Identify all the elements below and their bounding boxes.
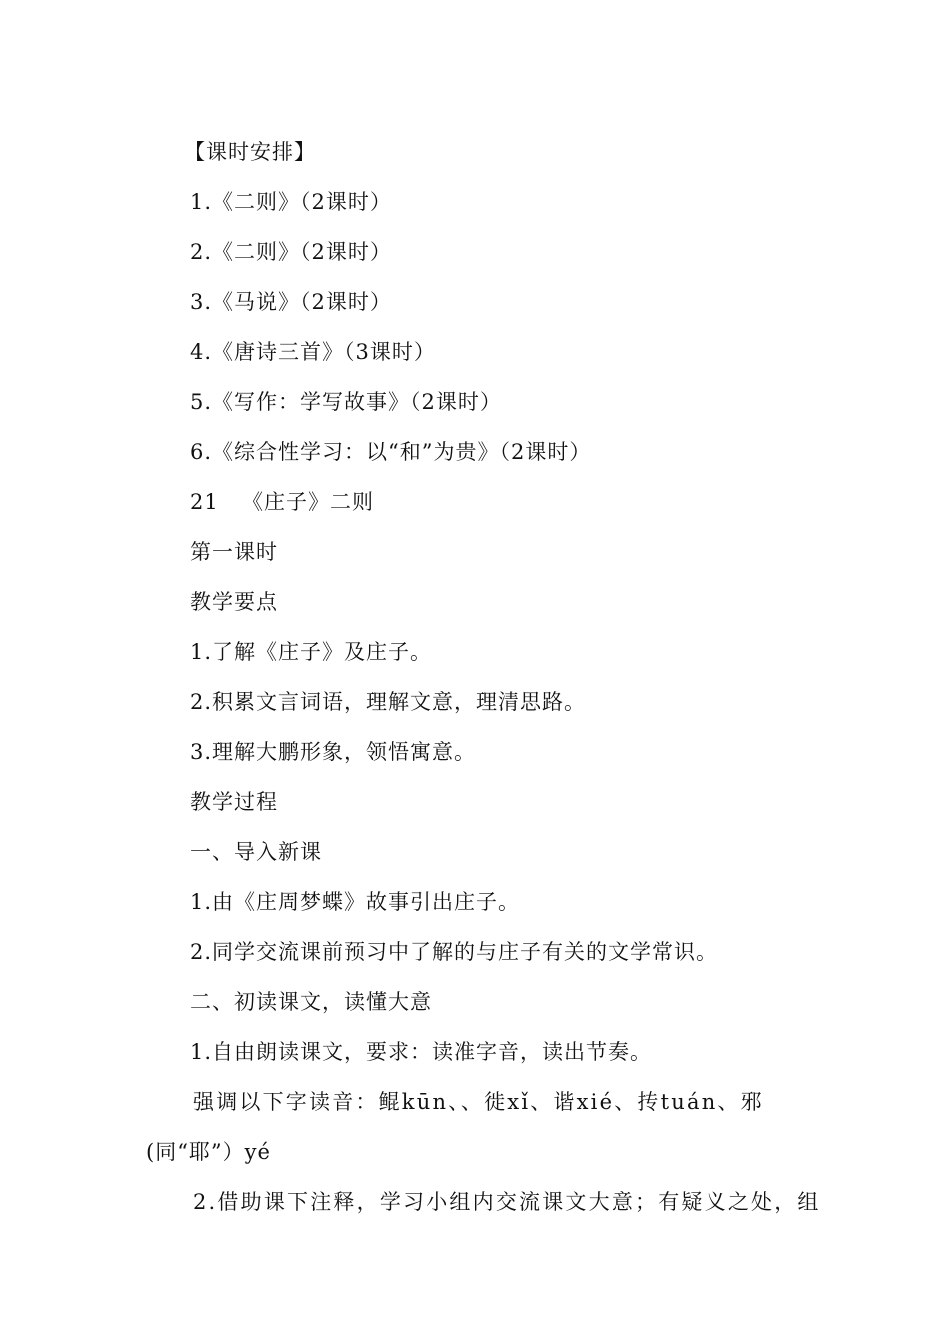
schedule-item-2: 2.《二则》（2课时）	[190, 240, 392, 264]
section1-item-2: 2.同学交流课前预习中了解的与庄子有关的文学常识。	[190, 940, 719, 964]
schedule-item-1: 1.《二则》（2课时）	[190, 190, 392, 214]
section2-item-2: 2.借助课下注释，学习小组内交流课文大意；有疑义之处，组	[193, 1190, 821, 1214]
pronunciation-line-2: (同“耶”）yé	[146, 1140, 271, 1164]
schedule-item-6: 6.《综合性学习：以“和”为贵》（2课时）	[190, 440, 592, 464]
schedule-item-5: 5.《写作：学写故事》（2课时）	[190, 390, 502, 414]
key-point-2: 2.积累文言词语，理解文意，理清思路。	[190, 690, 587, 714]
schedule-item-3: 3.《马说》（2课时）	[190, 290, 392, 314]
section2-heading: 二、初读课文，读懂大意	[190, 990, 432, 1014]
schedule-heading: 【课时安排】	[184, 140, 316, 164]
lesson-period: 第一课时	[190, 540, 278, 564]
lesson-number: 21	[190, 490, 219, 514]
section2-item-1: 1.自由朗读课文，要求：读准字音，读出节奏。	[190, 1040, 653, 1064]
section1-heading: 一、导入新课	[190, 840, 322, 864]
section1-item-1: 1.由《庄周梦蝶》故事引出庄子。	[190, 890, 521, 914]
lesson-title-line	[190, 488, 374, 516]
key-point-1: 1.了解《庄子》及庄子。	[190, 640, 433, 664]
lesson-title: 《庄子》二则	[242, 490, 374, 514]
process-heading: 教学过程	[190, 790, 278, 814]
key-point-3: 3.理解大鹏形象，领悟寓意。	[190, 740, 477, 764]
pronunciation-line-1: 强调以下字读音：鲲kūn、、徙xǐ、谐xié、抟tuán、邪	[193, 1090, 764, 1114]
schedule-item-4: 4.《唐诗三首》（3课时）	[190, 340, 436, 364]
key-points-heading: 教学要点	[190, 590, 278, 614]
